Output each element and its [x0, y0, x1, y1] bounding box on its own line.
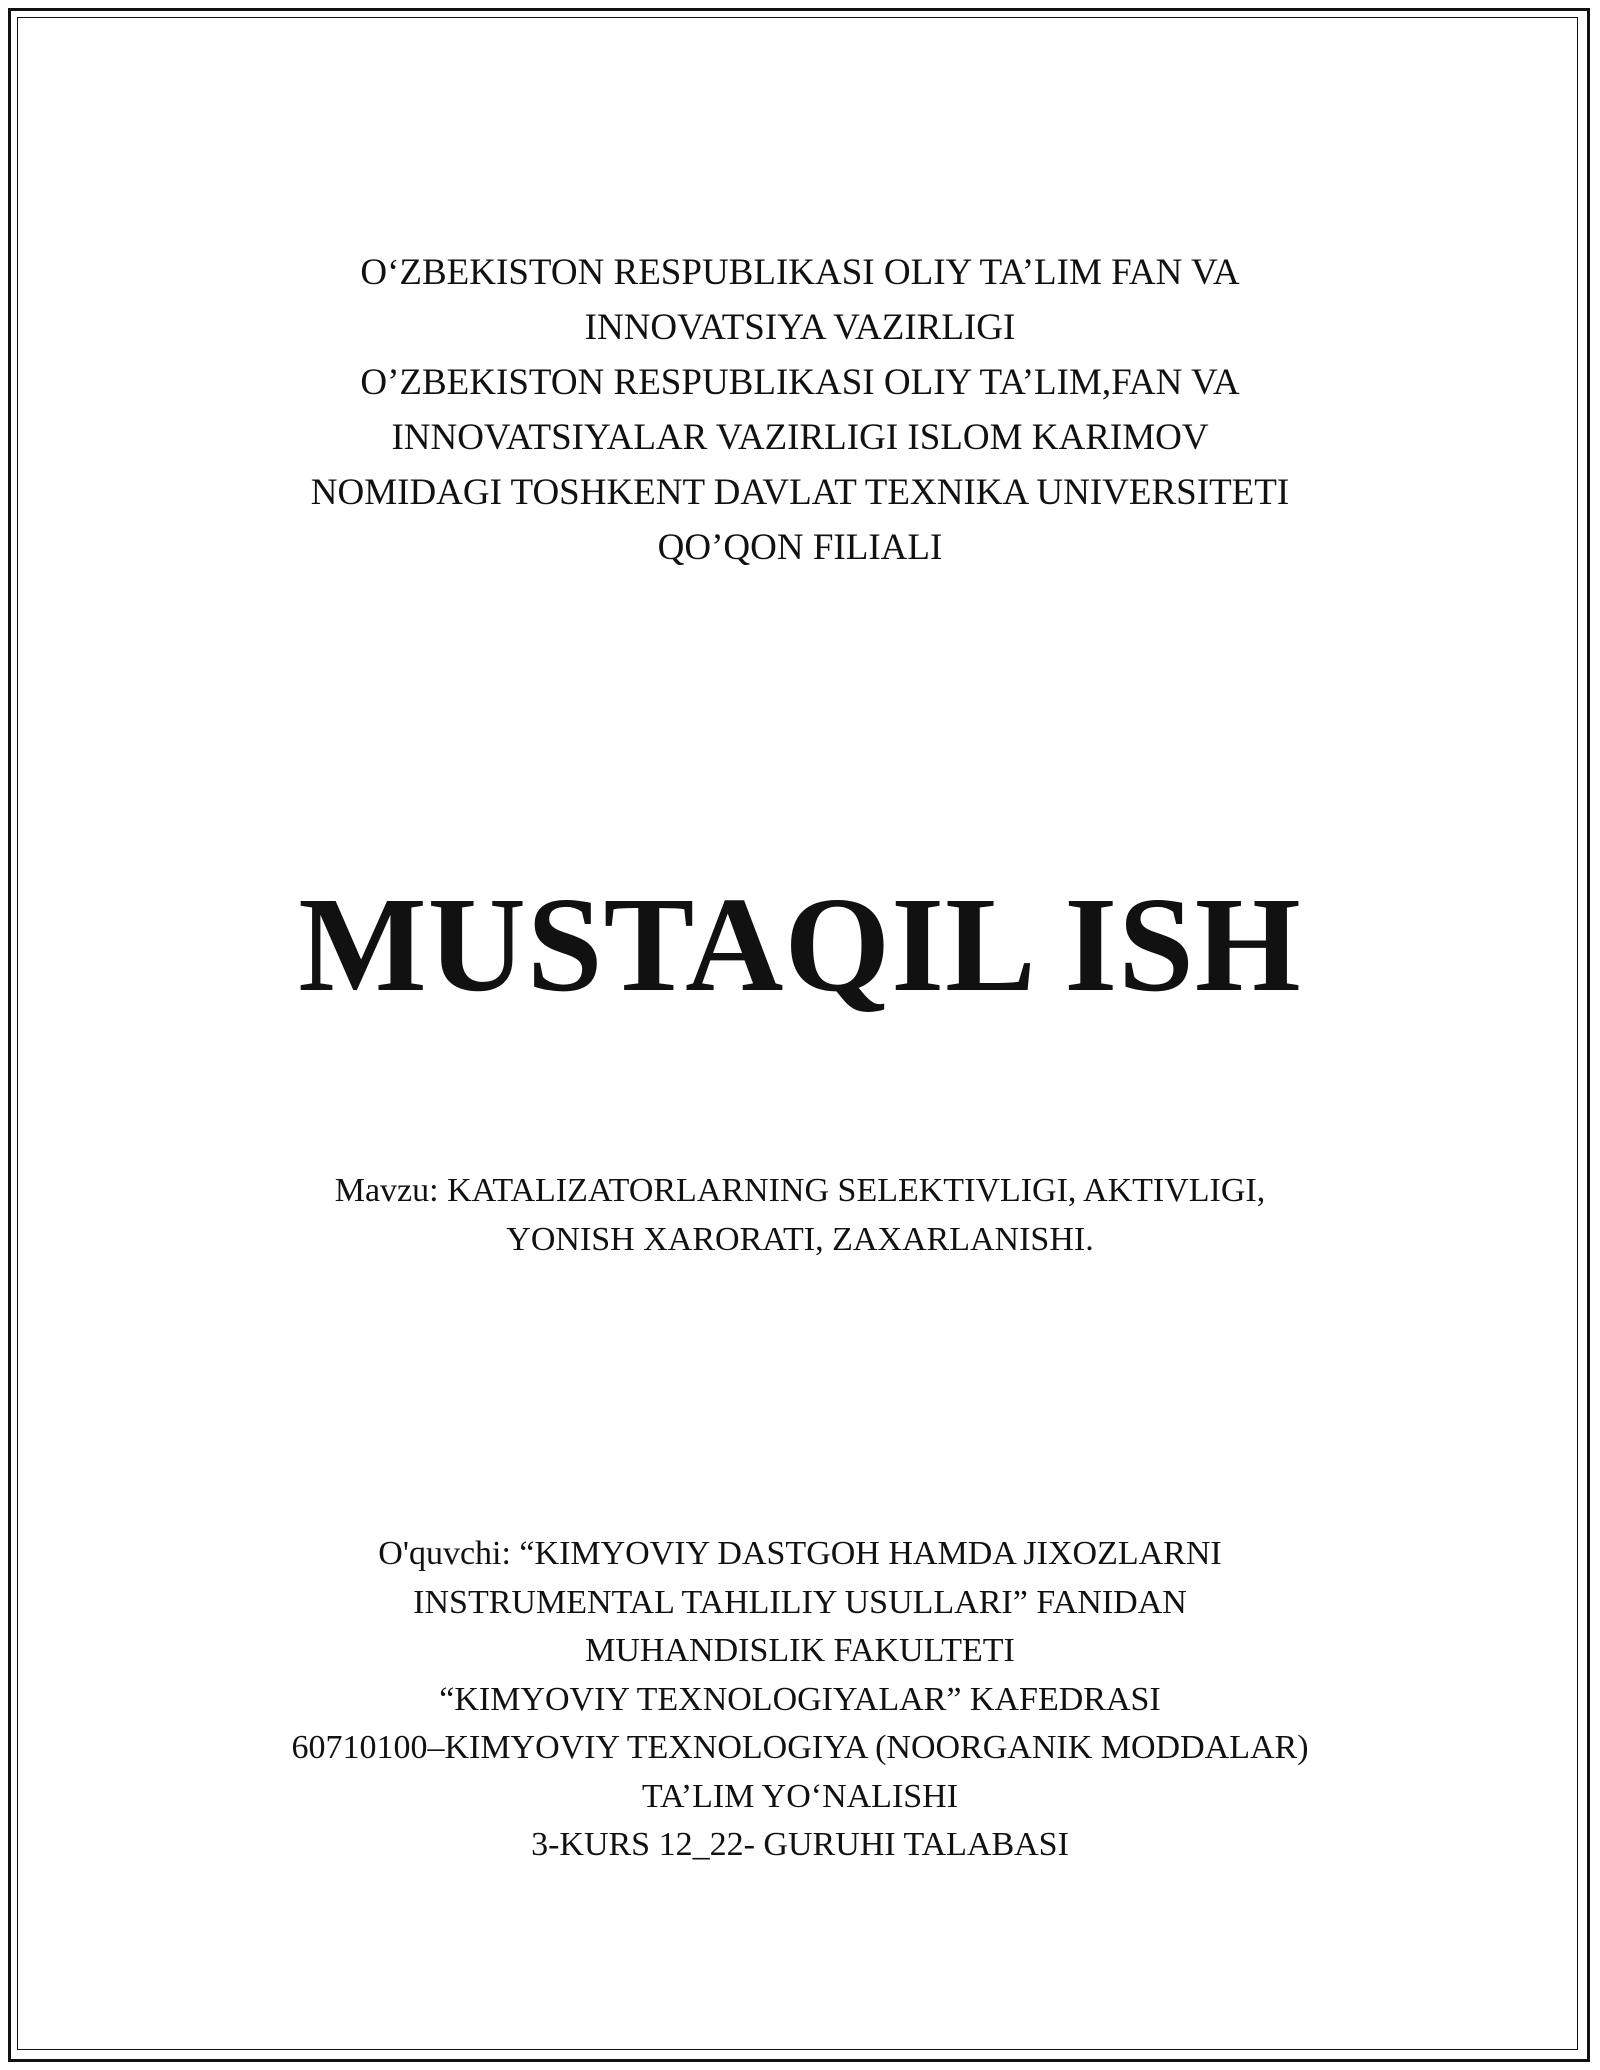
document-title: MUSTAQIL ISH: [298, 870, 1302, 1020]
header-line: INNOVATSIYA VAZIRLIGI: [584, 307, 1016, 348]
header-line: NOMIDAGI TOSHKENT DAVLAT TEXNIKA UNIVERSITETI: [310, 472, 1290, 513]
student-line: MUHANDISLIK FAKULTETI: [585, 1632, 1015, 1669]
student-line: “KIMYOVIY TEXNOLOGIYALAR” KAFEDRASI: [439, 1680, 1161, 1718]
student-line: 60710100–KIMYOVIY TEXNOLOGIYA (NOORGANIK MODDALAR): [291, 1729, 1309, 1766]
student-line: TA’LIM YO‘NALISHI: [641, 1777, 959, 1815]
topic-line: YONISH XARORATI, ZAXARLANISHI.: [506, 1221, 1094, 1258]
student-line: 3-KURS 12_22- GURUHI TALABASI: [531, 1826, 1069, 1863]
ministry-header: [0, 245, 1600, 575]
header-line: O’ZBEKISTON RESPUBLIKASI OLIY TA’LIM,FAN VA: [360, 362, 1240, 403]
topic-line: Mavzu: KATALIZATORLARNING SELEKTIVLIGI, AKTIVLIGI,: [334, 1172, 1266, 1209]
topic-block: [0, 1166, 1600, 1264]
header-line: O‘ZBEKISTON RESPUBLIKASI OLIY TA’LIM FAN VA: [360, 252, 1240, 293]
student-line: INSTRUMENTAL TAHLILIY USULLARI” FANIDAN: [413, 1583, 1187, 1621]
header-line: QO’QON FILIALI: [657, 527, 943, 568]
header-line: INNOVATSIYALAR VAZIRLIGI ISLOM KARIMOV: [391, 417, 1209, 458]
student-line: O'quvchi: “KIMYOVIY DASTGOH HAMDA JIXOZLARNI: [378, 1535, 1222, 1572]
student-info: [0, 1530, 1600, 1870]
